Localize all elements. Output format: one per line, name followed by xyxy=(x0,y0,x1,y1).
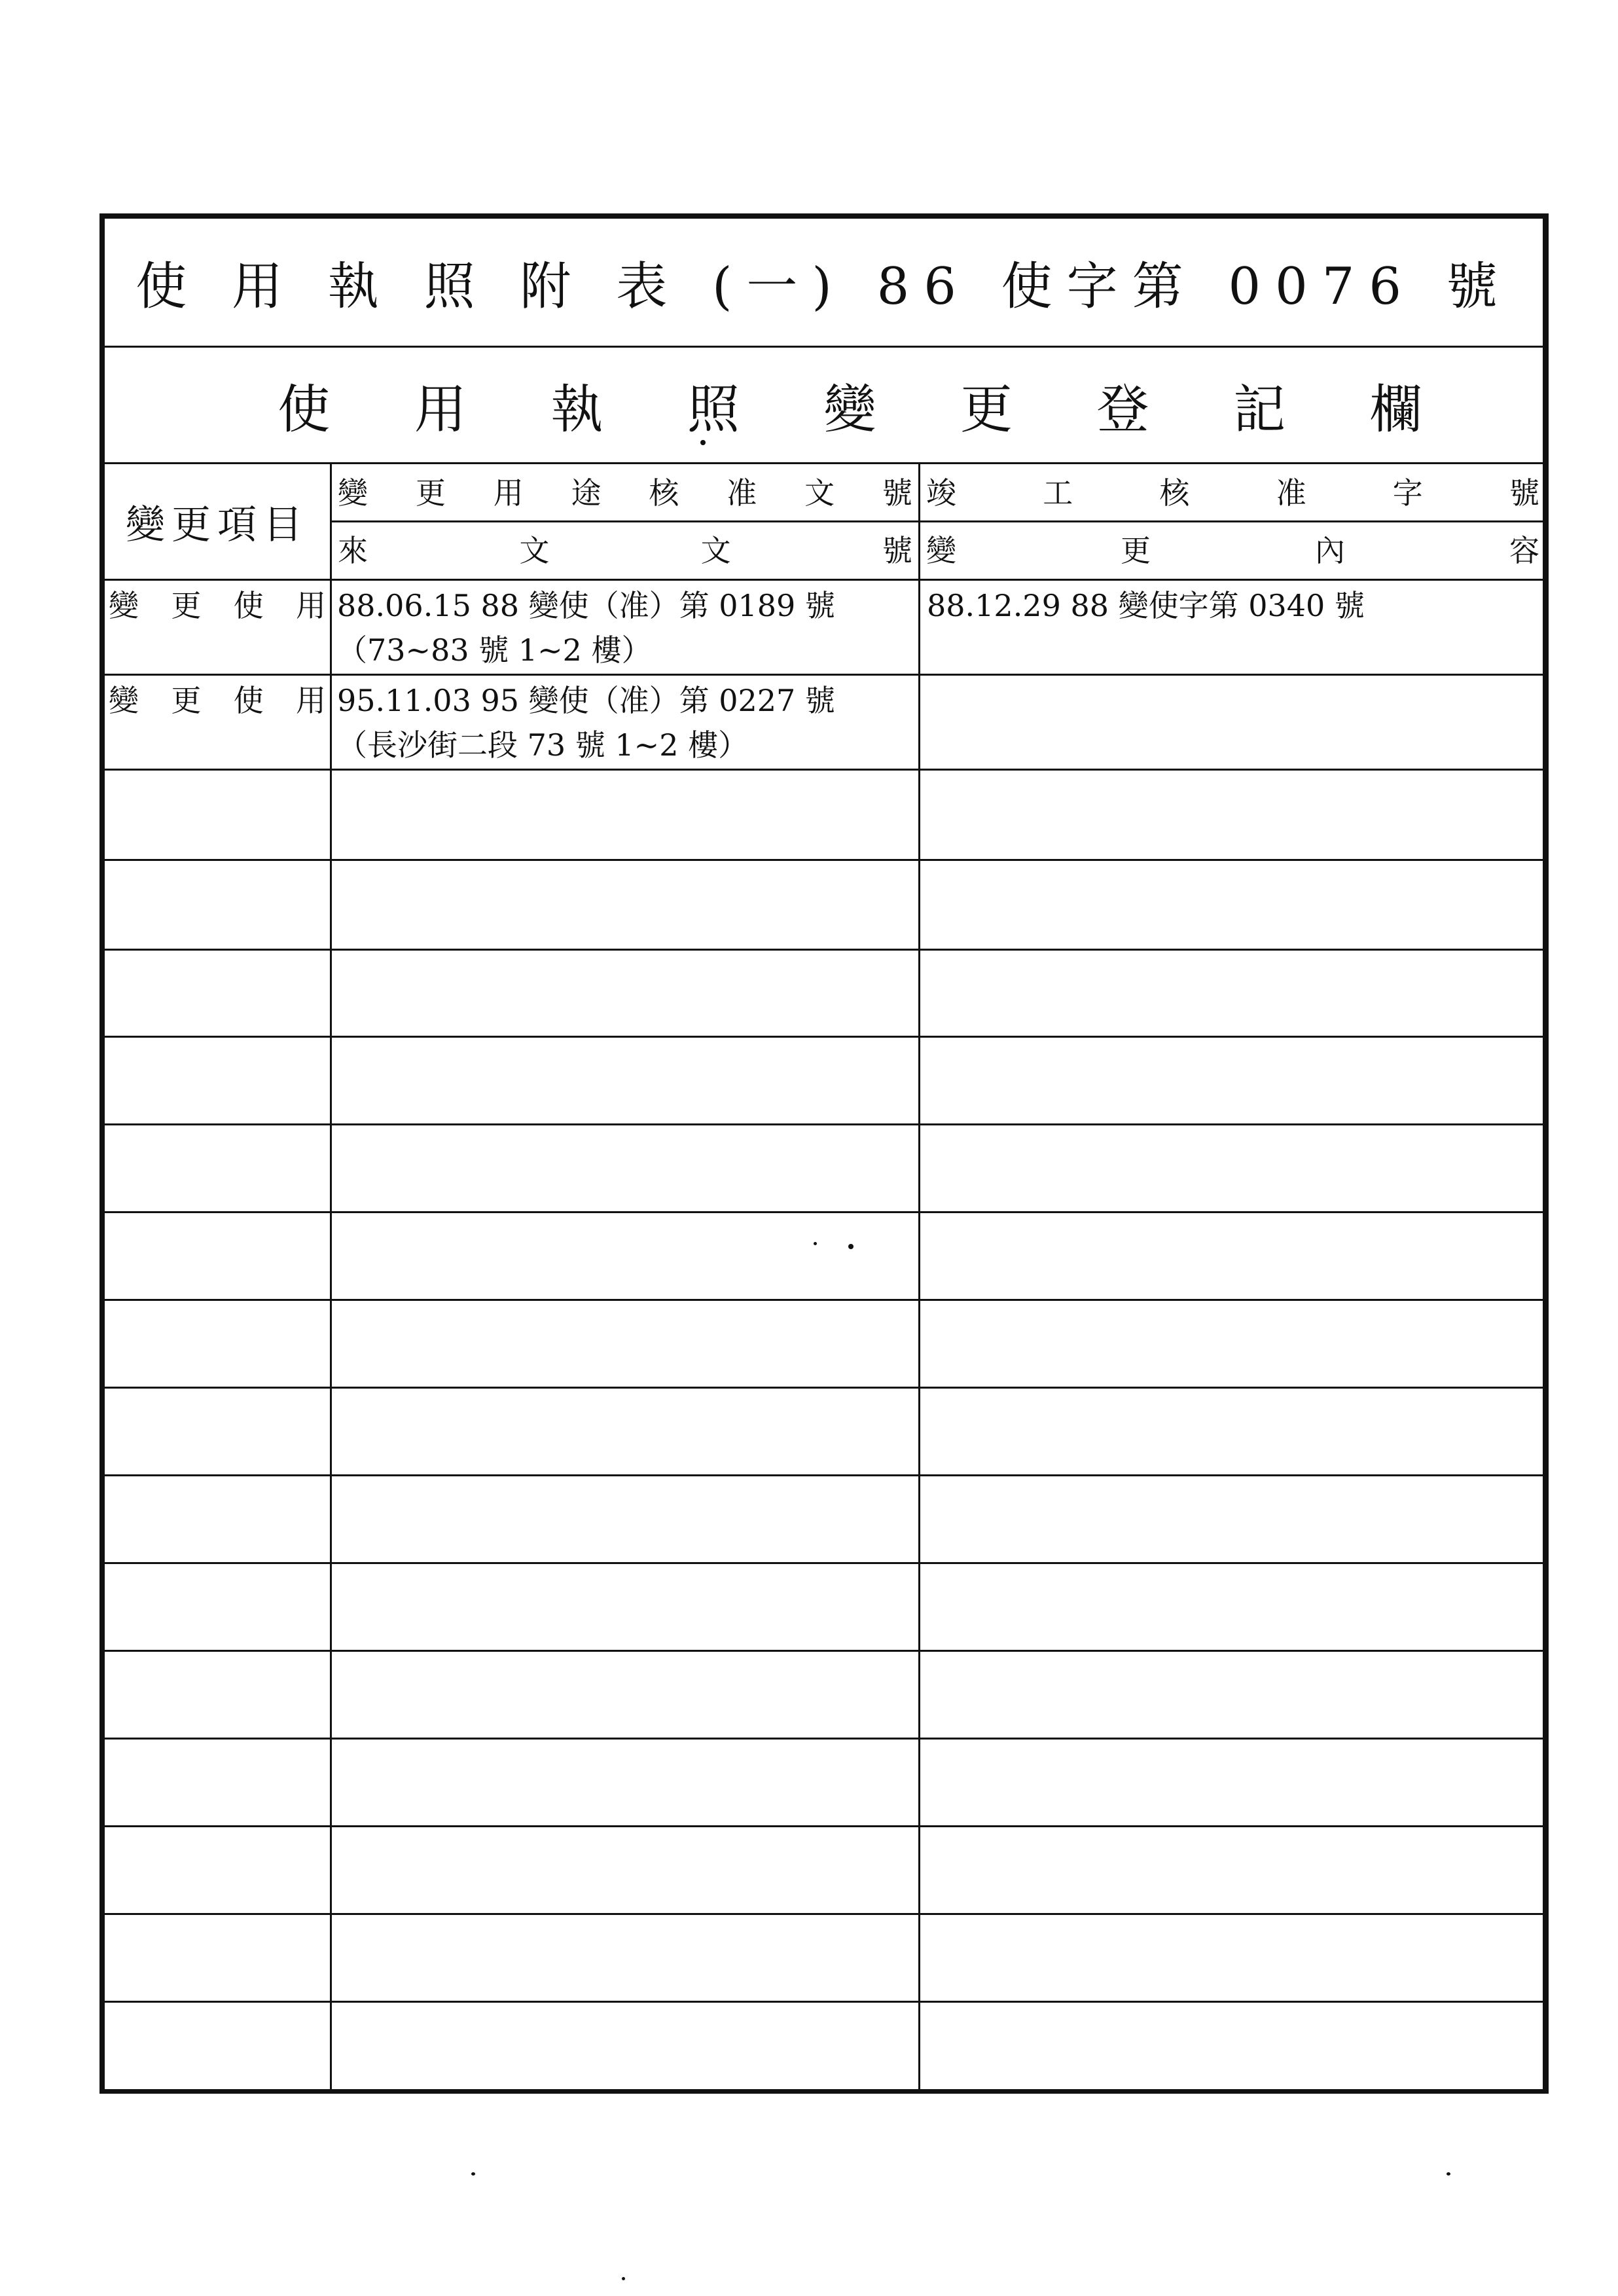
item-char: 更 xyxy=(171,683,202,718)
header-char: 准 xyxy=(1276,475,1306,511)
item-char: 使 xyxy=(233,683,264,718)
header-char: 更 xyxy=(1121,533,1151,568)
header-char: 號 xyxy=(882,475,912,511)
header-char: 文 xyxy=(519,533,550,568)
row-divider xyxy=(105,2001,1543,2003)
document-title: 使 用 執 照 附 表 (一) 86 使字第 0076 號 xyxy=(105,219,1543,348)
scan-speck xyxy=(700,440,706,445)
row-divider xyxy=(105,1825,1543,1827)
col-header-approval-number xyxy=(334,469,916,519)
item-char: 變 xyxy=(109,683,139,718)
subtitle-char: 使 xyxy=(278,379,331,440)
scan-speck xyxy=(814,1242,817,1245)
header-char: 用 xyxy=(493,475,524,511)
scan-speck xyxy=(1447,2172,1450,2176)
header-char: 號 xyxy=(882,533,912,568)
subtitle-char: 執 xyxy=(550,379,603,440)
row-divider xyxy=(105,1036,1543,1038)
header-char: 內 xyxy=(1315,533,1345,568)
table-row-item xyxy=(105,678,330,723)
subtitle-char: 欄 xyxy=(1369,379,1422,440)
row-divider xyxy=(105,1123,1543,1125)
header-char: 文 xyxy=(700,533,731,568)
header-char: 來 xyxy=(338,533,368,568)
header-char: 竣 xyxy=(926,475,956,511)
column-divider xyxy=(918,464,920,2094)
row-divider xyxy=(105,1387,1543,1389)
header-char: 核 xyxy=(649,475,679,511)
header-char: 核 xyxy=(1159,475,1190,511)
header-char: 更 xyxy=(415,475,446,511)
table-row-completion: 88.12.29 88 變使字第 0340 號 xyxy=(927,588,1365,623)
row-divider xyxy=(105,579,1543,581)
column-divider xyxy=(330,464,332,2094)
item-char: 用 xyxy=(295,683,326,718)
subtitle-char: 照 xyxy=(687,379,740,440)
header-divider xyxy=(330,520,1543,522)
header-char: 途 xyxy=(571,475,602,511)
subtitle-char: 記 xyxy=(1233,379,1286,440)
col-header-incoming-number xyxy=(334,527,916,577)
approval-line: 95.11.03 95 變使（准）第 0227 號 xyxy=(337,683,835,718)
row-divider xyxy=(105,674,1543,676)
row-divider xyxy=(105,1650,1543,1652)
row-divider xyxy=(105,859,1543,861)
header-char: 准 xyxy=(727,475,757,511)
item-char: 更 xyxy=(171,588,202,623)
row-divider xyxy=(105,1738,1543,1740)
item-char: 用 xyxy=(295,588,326,623)
row-divider xyxy=(105,769,1543,771)
table-row-item xyxy=(105,583,330,628)
item-char: 使 xyxy=(233,588,264,623)
header-char: 文 xyxy=(804,475,835,511)
col-header-change-content xyxy=(922,527,1543,577)
approval-location: （長沙街二段 73 號 1~2 樓） xyxy=(337,727,749,763)
change-record-table xyxy=(105,464,1543,2094)
subtitle-char: 變 xyxy=(823,379,876,440)
subtitle-char: 登 xyxy=(1096,379,1149,440)
subtitle-char: 用 xyxy=(414,379,467,440)
table-row-approval xyxy=(337,678,913,767)
scan-speck xyxy=(622,2277,625,2280)
row-divider xyxy=(105,1913,1543,1915)
header-char: 變 xyxy=(926,533,956,568)
header-char: 容 xyxy=(1509,533,1539,568)
section-subtitle xyxy=(105,348,1543,464)
subtitle-char: 更 xyxy=(960,379,1013,440)
col-header-change-item: 變更項目 xyxy=(126,501,309,548)
scan-speck xyxy=(471,2172,475,2176)
row-divider xyxy=(105,1211,1543,1213)
header-char: 工 xyxy=(1043,475,1073,511)
header-char: 號 xyxy=(1509,475,1539,511)
approval-line: 88.06.15 88 變使（准）第 0189 號 xyxy=(337,588,835,623)
row-divider xyxy=(105,949,1543,951)
row-divider xyxy=(105,1562,1543,1564)
header-char: 變 xyxy=(338,475,368,511)
table-row-approval xyxy=(337,583,913,672)
item-char: 變 xyxy=(109,588,139,623)
approval-location: （73~83 號 1~2 樓） xyxy=(337,632,652,668)
document-frame xyxy=(99,213,1549,2094)
col-header-completion-number xyxy=(922,469,1543,519)
scan-speck xyxy=(848,1244,854,1249)
header-char: 字 xyxy=(1392,475,1423,511)
row-divider xyxy=(105,1299,1543,1301)
row-divider xyxy=(105,1474,1543,1476)
